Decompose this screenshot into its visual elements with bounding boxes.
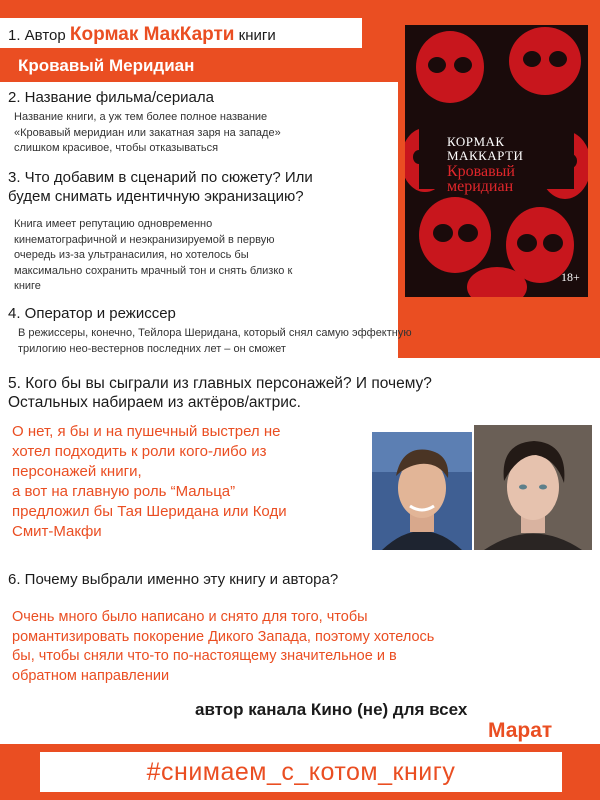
- answer-4-line: трилогию нео-вестернов последних лет – он сможет: [18, 342, 286, 355]
- question-4: 4. Оператор и режиссер: [8, 305, 176, 322]
- answer-4: [18, 326, 412, 357]
- question-3-line: будем снимать идентичную экранизацию?: [8, 188, 304, 205]
- answer-3: [14, 217, 292, 295]
- cover-title-line: меридиан: [447, 178, 514, 195]
- answer-2-line: Название книги, а уж тем более полное название: [14, 111, 268, 123]
- signature-name: Марат: [488, 719, 553, 742]
- answer-5-line: персонажей книги,: [12, 463, 142, 480]
- answer-2-line: слишком красивое, чтобы отказываться: [14, 142, 219, 154]
- hashtag: #снимаем_с_котом_книгу: [146, 758, 456, 786]
- answer-6-line: бы, чтобы сняли что-то по-настоящему значительное и в: [12, 648, 397, 664]
- answer-3-line: кинематографичной и неэкранизируемой в первую: [14, 233, 275, 246]
- author-name: Кормак МакКарти: [69, 24, 235, 45]
- questions-panel-bottom: [0, 358, 600, 744]
- answer-5-line: а вот на главную роль “Мальца”: [12, 483, 236, 500]
- cover-age-rating: 18+: [561, 270, 580, 284]
- book-cover: [405, 25, 588, 297]
- answer-5-line: Смит-Макфи: [12, 523, 102, 540]
- actor-photo-kodi-smit-mcphee: [474, 425, 592, 550]
- question-3-line: 3. Что добавим в сценарий по сюжету? Или: [8, 169, 313, 186]
- cover-author-line: МАККАРТИ: [447, 148, 524, 163]
- answer-4-line: В режиссеры, конечно, Тейлора Шеридана, который снял самую эффектную: [18, 327, 412, 339]
- question-2: 2. Название фильма/сериала: [8, 89, 214, 106]
- answer-6-line: романтизировать покорение Дикого Запада, поэтому хотелось: [12, 628, 435, 645]
- answer-6-line: обратном направлении: [12, 667, 170, 684]
- cover-author-line: КОРМАК: [447, 134, 505, 149]
- signature-line: автор канала Кино (не) для всех: [195, 700, 468, 719]
- question-6: 6. Почему выбрали именно эту книгу и автора?: [8, 571, 339, 588]
- question-3: [8, 168, 313, 206]
- actor-photo-tye-sheridan: [372, 432, 472, 550]
- answer-6-line: Очень много было написано и снято для того, чтобы: [12, 609, 368, 625]
- answer-3-line: максимально сохранить мрачный тон и снять близко к: [14, 264, 293, 277]
- cover-author: [447, 135, 523, 163]
- question-1-prefix: 1. Автор: [8, 27, 66, 44]
- answer-5-line: О нет, я бы и на пушечный выстрел не: [12, 423, 281, 440]
- question-5: [8, 374, 432, 412]
- answer-3-line: очередь из-за ультранасилия, но хотелось бы: [14, 249, 249, 261]
- answer-5-line: предложил бы Тая Шеридана или Коди: [12, 503, 287, 520]
- question-5-line: 5. Кого бы вы сыграли из главных персонажей? И почему?: [8, 375, 432, 392]
- answer-2-line: «Кровавый меридиан или закатная заря на западе»: [14, 126, 281, 139]
- answer-3-line: Книга имеет репутацию одновременно: [14, 218, 213, 230]
- question-5-line: Остальных набираем из актёров/актрис.: [8, 394, 301, 411]
- cover-title: [447, 164, 515, 194]
- answer-2: [14, 110, 281, 157]
- cover-title-line: Кровавый: [447, 163, 515, 180]
- question-1: [8, 24, 276, 46]
- answer-6: [12, 608, 434, 686]
- answer-5: [12, 422, 287, 542]
- question-1-suffix: книги: [238, 27, 276, 44]
- book-title: Кровавый Меридиан: [18, 56, 195, 75]
- answer-5-line: хотел подходить к роли кого-либо из: [12, 443, 267, 460]
- answer-3-line: книге: [14, 280, 41, 292]
- question-1-bar: [0, 18, 362, 48]
